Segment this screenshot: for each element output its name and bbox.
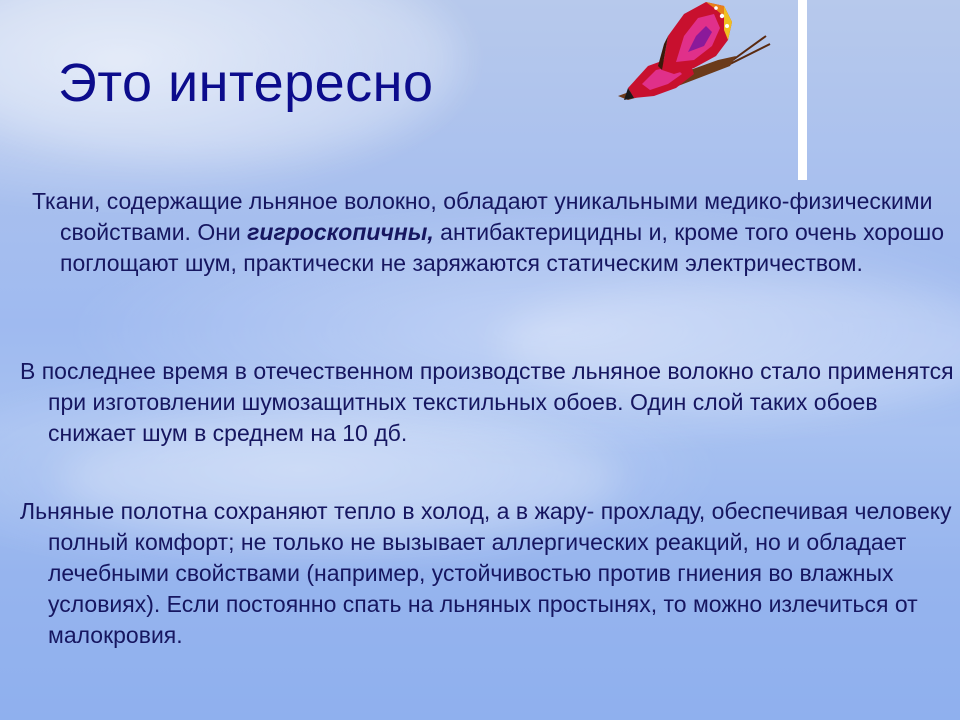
paragraph-linen-comfort: Льняные полотна сохраняют тепло в холод, а в жару- прохладу, обеспечивая человеку полный комфорт; не только не вызывает аллергических реакций, но и обладает лечебными свойствами (например, устойчивостью против гниения во влажных условиях). Если постоянно спать на льняных простынях, то можно излечиться от малокровия. [20, 498, 952, 648]
vertical-divider [798, 0, 807, 180]
paragraph1-text-start: Ткани, содержащие льняное волокно, обладают уникальными медико-физическими свойствами. Они [32, 188, 933, 245]
paragraph1-text-end: антибактерицидны и, кроме того очень хорошо поглощают шум, практически не заряжаются статическим электричеством. [60, 219, 944, 276]
paragraph-soundproof-wallpaper: В последнее время в отечественном производстве льняное волокно стало применятся при изготовлении шумозащитных текстильных обоев. Один слой таких обоев снижает шум в среднем на 10 дб. [20, 358, 954, 446]
butterfly-icon [598, 0, 778, 110]
slide-title: Это интересно [58, 53, 434, 113]
paragraph-textile-properties [32, 186, 960, 279]
paragraph1-emphasis: гигроскопичны, [247, 219, 434, 245]
